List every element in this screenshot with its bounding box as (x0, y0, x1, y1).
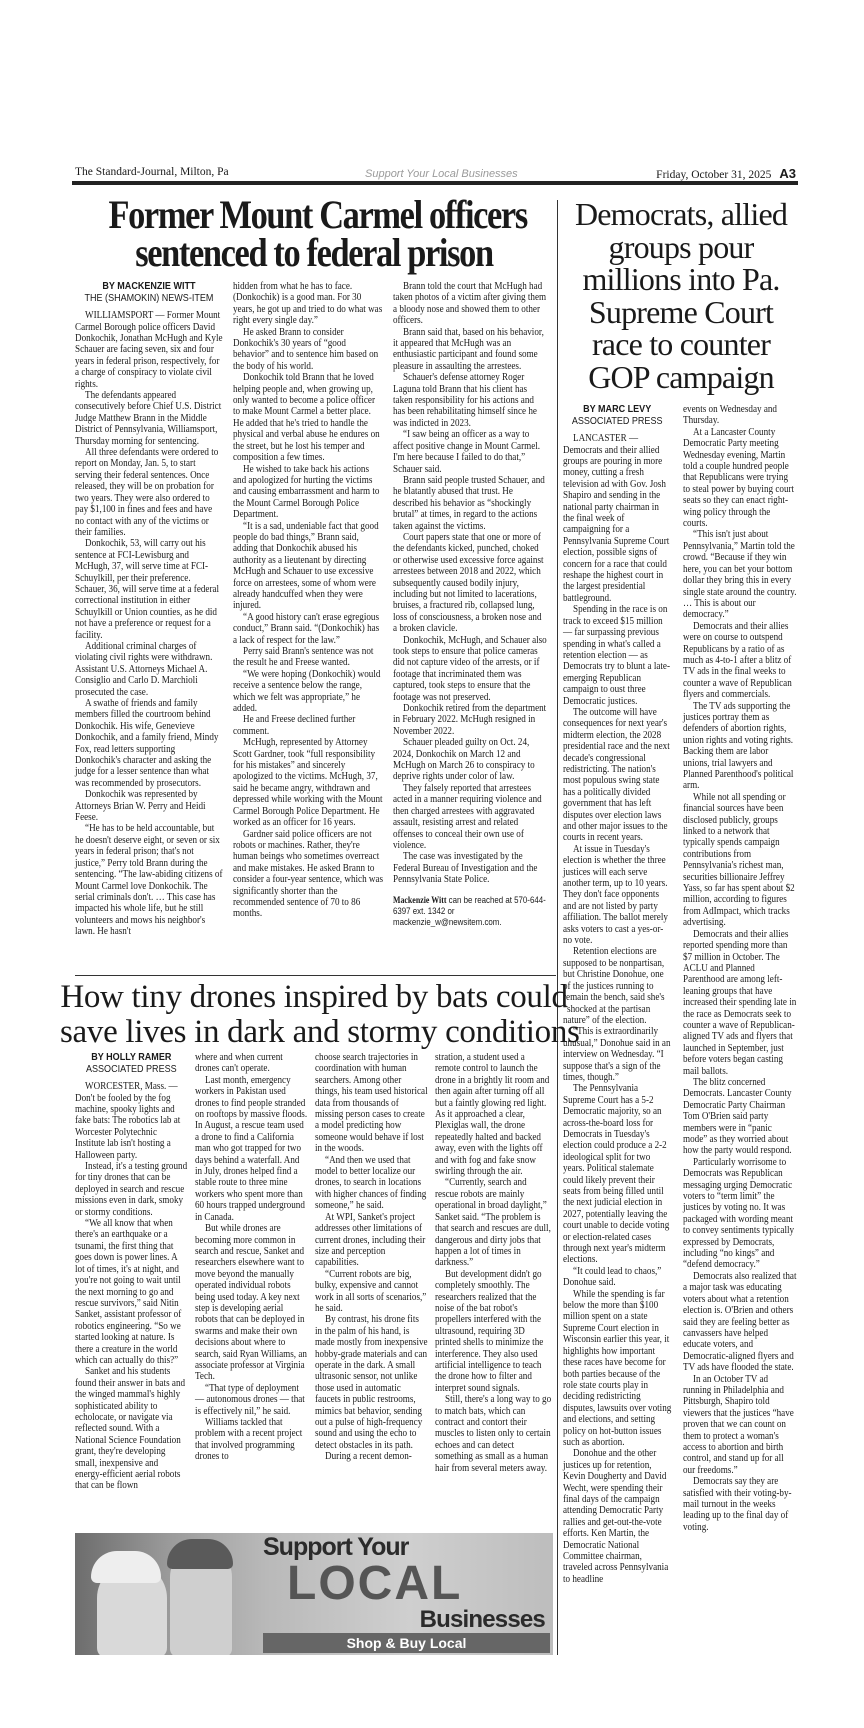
paragraph: But development didn't go completely smoothly. The researchers realized that the noise of the bat robot's propellers interfered with the ultrasound, requiring 3D printed shells to minimize the interference. They also used artificial intelligence to teach the drone how to filter and interpret sound signals. (435, 1268, 544, 1394)
column-text (75, 1081, 188, 1492)
column-text (233, 281, 384, 920)
paragraph: Brann told the court that McHugh had taken photos of a victim after giving them a bloody nose and showed them to other officers. (393, 281, 547, 327)
paragraph: Schauer's defense attorney Roger Laguna told Brann that his client has taken responsibility for his actions and has been rehabilitating himself since he was indicted in 2023. (393, 372, 537, 429)
paragraph: Last month, emergency workers in Pakistan used drones to find people stranded on rooftops by massive floods. In August, a rescue team used a drone to find a California man who got trapped for two days behind a waterfall. And in July, drones helped find a stable route to three mine workers who spent more than 60 hours trapped underground in Canada. (195, 1074, 308, 1223)
paragraph: “Currently, search and rescue robots are mainly operational in broad daylight,” Sanket said. “The problem is that search and rescues are dull, dangerous and dirty jobs that happen a lot of times in darkness.” (435, 1177, 551, 1269)
paragraph: Schauer pleaded guilty on Oct. 24, 2024, Donkochik on March 12 and McHugh on March 26 to conspiracy to deprive rights under color of law. (393, 737, 535, 783)
column-text (683, 404, 797, 1533)
column-rule (557, 200, 558, 1655)
paragraph: “It is a sad, undeniable fact that good people do bad things,” Brann said, adding that Donkochik abused his authority as a lieutenant by directing McHugh and Schauer to use excessive force on arrestees, some of whom were already handcuffed when they were injured. (233, 520, 379, 612)
paragraph: where and when current drones can't operate. (195, 1052, 283, 1075)
paragraph: “This isn't just about Pennsylvania,” Martin told the crowd. “Because if they win here, you can bet your bottom dollar they bring this in every single state around the country. … This is about our democracy.” (683, 529, 797, 621)
paragraph: WILLIAMSPORT — Former Mount Carmel Borough police officers David Donkochik, Jonathan McHugh and Kyle Schauer are facing seven, six and four years in federal prison, respectively, for a charge of conspiracy to violate civil rights. (75, 310, 223, 390)
officers-column-2 (233, 281, 384, 920)
author-contact (393, 895, 548, 928)
paragraph: stration, a student used a remote control to launch the drone in a brightly lit room and then again after turning off all but a faintly glowing red light. As it approached a clear, Plexiglas wall, the drone repeatedly halted and backed away, even with the lights off and with fog and fake snow swirling through the air. (435, 1052, 550, 1178)
paragraph: In an October TV ad running in Philadelphia and Pittsburgh, Shapiro told viewers that the justices “have proven that we can count on them to protect a woman's access to abortion and birth control, and stand up for all our freedoms.” (683, 1373, 794, 1476)
column-text (75, 310, 223, 937)
byline-author: BY MARC LEVY (583, 403, 652, 415)
headline-line: groups pour (608, 228, 754, 265)
paragraph: Williams tackled that problem with a recent project that involved programming drones to (195, 1417, 303, 1463)
headline-line: save lives in dark and stormy conditions (60, 1014, 580, 1050)
paragraph: Gardner said police officers are not robots or machines. Rather, they're human beings who sometimes overreact and make mistakes. He asked Brann to consider a four-year sentence, which was significantly shorter than the recommended sentence of 70 to 86 months. (233, 828, 384, 920)
column-text (563, 433, 671, 1585)
byline-author: BY HOLLY RAMER (91, 1051, 172, 1063)
headline-democrats (563, 198, 799, 394)
paragraph: choose search trajectories in coordination with human searchers. Among other things, his team used historical data from thousands of missing person cases to create a model predicting how someone would behave if lost in the woods. (315, 1052, 428, 1155)
paragraph: While not all spending or financial sources have been disclosed publicly, groups linked to a network that typically spends campaign contributions from Pennsylvania's richest man, securities billionaire Jeffrey Yass, so far has spent about $2 million, according to figures from AdImpact, which tracks advertising. (683, 791, 795, 929)
officers-column-1 (75, 281, 223, 938)
headline-line: How tiny drones inspired by bats could (60, 979, 568, 1015)
headline-line: millions into Pa. (582, 261, 780, 298)
paragraph: But while drones are becoming more common in search and rescue, Sanket and researchers elsewhere want to move beyond the manually operated individual robots being used today. A key next step is developing aerial robots that can be deployed in swarms and make their own decisions about where to search, said Ryan Williams, an associate professor at Virginia Tech. (195, 1223, 307, 1383)
paragraph: “That type of deployment — autonomous drones — that is effectively nil,” he said. (195, 1382, 305, 1417)
section-rule (75, 975, 556, 976)
paragraph: The TV ads supporting the justices portray them as defenders of abortion rights, union rights and voting rights. Backing them are labor unions, trial lawyers and Planned Parenthood's political arm. (683, 700, 794, 792)
paragraph: At issue in Tuesday's election is whether the three justices will each serve another term, up to 10 years. They don't face opponents and are not listed by party affiliation. The ballot merely asks voters to cast a yes-or-no vote. (563, 843, 668, 947)
byline (75, 1052, 188, 1075)
column-text (315, 1052, 428, 1463)
paragraph: He wished to take back his actions and apologized for hurting the victims and causing embarrassment and harm to the Mount Carmel Borough Police Department. (233, 463, 380, 521)
paragraph: “Current robots are big, bulky, expensive and cannot work in all sorts of scenarios,” he said. (315, 1268, 427, 1314)
paragraph: “We all know that when there's an earthquake or a tsunami, the first thing that goes down is power lines. A lot of times, it's at night, and you're not going to wait until the next morning to go and rescue survivors,” said Nitin Sanket, assistant professor of robotics engineering. “So we started looking at nature. Is there a creature in the world which can actually do this?” (75, 1218, 182, 1366)
paragraph: “I saw being an officer as a way to affect positive change in Mount Carmel. I'm here because I failed to do that,” Schauer said. (393, 429, 541, 475)
paragraph: Donkochik told Brann that he loved helping people and, when growing up, only wanted to become a police officer to make Mount Carmel a better place. He added that he's tried to handle the physical and verbal abuse he endures on the street, but he lost his temper and composition a few times. (233, 372, 380, 464)
drones-column-2 (195, 1052, 308, 1463)
headline-line: race to counter (591, 326, 771, 363)
ad-photo-hat (91, 1551, 161, 1583)
paragraph: Particularly worrisome to Democrats was Republican messaging urging Democratic voters to “term limit” the justices by voting no. It was packaged with wording meant to convey sentiments typically expressed by Democrats, including “no kings” and “defend democracy.” (683, 1156, 795, 1271)
paragraph: Democrats also realized that a major task was educating voters about what a retention election is. O'Brien and others said they are feeling better as canvassers have helped educate voters, and Democratic-aligned flyers and TV ads have flooded the state. (683, 1270, 797, 1374)
paragraph: “And then we used that model to better localize our drones, to search in locations with higher chances of finding someone,” he said. (315, 1154, 427, 1212)
paragraph: The blitz concerned Democrats. Lancaster County Democratic Party Chairman Tom O'Brien said party members were in “panic mode” as they worried about how the party would respond. (683, 1076, 792, 1157)
headline-line: GOP campaign (588, 358, 774, 395)
paragraph: McHugh, represented by Attorney Scott Gardner, took “full responsibility for his mistakes” and sincerely apologized to the victims. McHugh, 37, said he became angry, withdrawn and depressed while working with the Mount Carmel Borough Police Department. He worked as an officer for 16 years. (233, 737, 383, 829)
paragraph: The Pennsylvania Supreme Court has a 5-2 Democratic majority, so an across-the-board loss for Democrats in Tuesday's election could produce a 2-2 ideological split for two years. Political stalemate could likely prevent their seats from being filled until the next judicial election in 2027, potentially leaving the court unable to decide voting or election-related cases through next year's midterm elections. (563, 1083, 670, 1266)
byline-author: BY MACKENZIE WITT (102, 280, 196, 292)
paragraph: Spending in the race is on track to exceed $15 million — far surpassing previous spending in what's called a retention election — as Democrats try to blunt a late-emerging Republican campaign to oust three Democratic justices. (563, 604, 671, 707)
paragraph: “This is extraordinarily unusual,” Donohue said in an interview on Wednesday. “I suppose that's a sign of the times, though.” (563, 1026, 671, 1083)
paragraph: Sanket and his students found their answer in bats and the winged mammal's highly sophisticated ability to echolocate, or navigate via reflected sound. With a National Science Foundation grant, they're developing small, inexpensive and energy-efficient aerial robots that can be flown (75, 1366, 186, 1492)
header-rule (72, 181, 798, 185)
paragraph: “We were hoping (Donkochik) would receive a sentence below the range, which we felt was appropriate,” he added. (233, 668, 381, 715)
paragraph: Additional criminal charges of violating civil rights were withdrawn. Assistant U.S. Attorneys Michael A. Consiglio and Carlo D. Marchioli prosecuted the case. (75, 640, 213, 698)
byline-outlet: ASSOCIATED PRESS (571, 414, 663, 427)
ad-photo-hair (167, 1539, 233, 1569)
paragraph: At a Lancaster County Democratic Party meeting Wednesday evening, Martin told a couple hundred people that Republicans were trying to steal power by buying court seats so they can enact right-wing policy through the courts. (683, 426, 795, 530)
byline (563, 404, 671, 427)
ad-line-1: Support Your (263, 1533, 409, 1561)
paragraph: WORCESTER, Mass. — Don't be fooled by the fog machine, spooky lights and fake bats: The robotics lab at Worcester Polytechnic Institute lab isn't hosting a Halloween party. (75, 1081, 181, 1161)
drones-column-4 (435, 1052, 552, 1474)
byline-outlet: ASSOCIATED PRESS (85, 1062, 177, 1075)
header-date-group (656, 166, 796, 181)
newspaper-name: The Standard-Journal, Milton, Pa (75, 166, 229, 178)
ad-line-2: LOCAL (287, 1557, 463, 1610)
paragraph: Donkochik was represented by Attorneys Brian W. Perry and Heidi Feese. (75, 789, 206, 824)
ad-cta: Shop & Buy Local (263, 1633, 550, 1653)
paragraph: He and Freese declined further comment. (233, 714, 356, 737)
paragraph: LANCASTER — Democrats and their allied groups are pouring in more money, cutting a fresh television ad with Gov. Josh Shapiro and sending in the national party chairman in the final week of campaigning for a Pennsylvania Supreme Court election, possible signs of concern for a race that could reshape the highest court in the largest presidential battleground. (563, 433, 670, 604)
paragraph: Brann said people trusted Schauer, and he blatantly abused that trust. He described his behavior as “shockingly brutal” at times, in regard to the actions taken against the victims. (393, 474, 545, 532)
ad-line-3: Businesses (419, 1606, 545, 1633)
paragraph: He asked Brann to consider Donkochik's 30 years of “good behavior” and to sentence him based on the body of his world. (233, 326, 379, 372)
officers-column-3 (393, 281, 548, 928)
paragraph: “He has to be held accountable, but he doesn't deserve eight, or seven or six years in federal prison; that's not justice,” Perry told Brann during the sentencing. “The law-abiding citizens of Mount Carmel love Donkochik. The serial criminals don't. … This case has impacted his whole life, but he still volunteers and mows his neighbor's lawn. He hasn't (75, 823, 223, 938)
paragraph: A swathe of friends and family members filled the courtroom behind Donkochik. His wife, Genevieve Donkochik, and a family friend, Mindy Fox, read letters supporting Donkochik's character and asking the judge for a lesser sentence than what was recommended by prosecutors. (75, 698, 219, 789)
drones-column-1 (75, 1052, 188, 1492)
paragraph: By contrast, his drone fits in the palm of his hand, is made mostly from inexpensive hobby-grade materials and can operate in the dark. A small ultrasonic sensor, not unlike those used in automatic faucets in public restrooms, mimics bat behavior, sending out a pulse of high-frequency sound and using the echo to detect obstacles in its path. (315, 1314, 428, 1451)
support-local-ad[interactable] (75, 1533, 553, 1655)
paragraph: The outcome will have consequences for next year's midterm election, the 2028 presidential race and the next decade's congressional redistricting. The nation's most populous swing state has a politically divided government that has left disputes over election laws and other major issues to the courts in recent years. (563, 706, 670, 844)
paragraph: While the spending is far below the more than $100 million spent on a state Supreme Court election in Wisconsin earlier this year, it highlights how important these races have become for both parties because of the role state courts play in deciding redistricting disputes, lawsuits over voting and elections, and setting policy on hot-button issues such as abortion. (563, 1288, 672, 1448)
democrats-column-1 (563, 404, 671, 1585)
paragraph: At WPI, Sanket's project addresses other limitations of current drones, including their size and perception capabilities. (315, 1211, 426, 1269)
headline-line: Democrats, allied (574, 196, 788, 232)
paragraph: “A good history can't erase egregious conduct,” Brann said. “(Donkochik) has a lack of respect for the law.” (233, 611, 380, 646)
paragraph: “It could lead to chaos,” Donohue said. (563, 1265, 662, 1289)
header-slogan: Support Your Local Businesses (365, 168, 518, 180)
paragraph: Perry said Brann's sentence was not the result he and Freese wanted. (233, 646, 374, 669)
byline (75, 281, 223, 304)
paragraph: Brann said that, based on his behavior, it appeared that McHugh was an enthusiastic participant and found some pleasure in assaulting the arrestees. (393, 326, 544, 372)
paragraph: Democrats and their allies reported spending more than $7 million in October. The ACLU and Planned Parenthood are among left-leaning groups that have increased their spending late in the race as Democrats seek to counter a wave of Republican-aligned TV ads and flyers that launched in September, just before voters began casting mail ballots. (683, 928, 797, 1077)
author-contact-text: can be reached at 570-644-6397 ext. 1342 or mackenzie_w@newsitem.com. (393, 894, 546, 927)
column-text (435, 1052, 552, 1474)
paragraph: Donkochik, McHugh, and Schauer also took steps to ensure that police cameras did not capture video of the arrests, or if footage that incriminated them was captured, took steps to ensure that the footage was not preserved. (393, 634, 547, 703)
paragraph: Still, there's a long way to go to match bats, which can contract and contort their muscles to listen only to certain echoes and can detect something as small as a human hair from several meters away. (435, 1394, 552, 1474)
headline-line: Former Mount Carmel officers (108, 192, 527, 237)
column-text (393, 281, 548, 886)
paragraph: Donkochik retired from the department in February 2022. McHugh resigned in November 2022. (393, 703, 547, 737)
page-number: A3 (779, 166, 796, 181)
byline-outlet: THE (SHAMOKIN) NEWS-ITEM (84, 291, 214, 304)
headline-officers (108, 192, 527, 275)
headline-drones (60, 979, 580, 1050)
headline-line: sentenced to federal prison (135, 230, 493, 275)
paragraph: All three defendants were ordered to report on Monday, Jan. 5, to start serving their federal sentences. Once released, they will be on probation for two years. They were also ordered to pay $1,100 in fines and fees and have no contact with any of the victims or their families. (75, 447, 219, 538)
drones-column-3 (315, 1052, 428, 1463)
paragraph: Court papers state that one or more of the defendants kicked, punched, choked or otherwise used excessive force against arrestees between 2018 and 2022, which subsequently caused bodily injury, including but not limited to lacerations, bruises, a fractured rib, collapsed lung, loss of consciousness, a broken nose and a broken clavicle. (393, 531, 544, 635)
paragraph: Democrats say they are satisfied with their voting-by-mail turnout in the weeks leading up to the final day of voting. (683, 1476, 792, 1533)
democrats-column-2 (683, 404, 797, 1533)
headline-line: Supreme Court (588, 293, 774, 330)
paragraph: Donohue and the other justices up for retention, Kevin Dougherty and David Wecht, were spending their final days of the campaign attending Democratic Party rallies and get-out-the-vote efforts. Ken Martin, the Democratic National Committee chairman, traveled across Pennsylvania to headline (563, 1448, 669, 1585)
paragraph: During a recent demon- (325, 1451, 412, 1463)
paragraph: They falsely reported that arrestees acted in a manner requiring violence and then charged arrestees with aggravated assault, resisting arrest and related offenses to conceal their own use of violence. (393, 782, 542, 851)
issue-date: Friday, October 31, 2025 (656, 169, 772, 181)
paragraph: Democrats and their allies were on course to outspend Republicans by a ratio of as much as 4-to-1 after a blitz of TV ads in the final weeks to counter a wave of Republican flyers and commercials. (683, 620, 792, 701)
column-text (195, 1052, 308, 1463)
paragraph: events on Wednesday and Thursday. (683, 404, 777, 427)
paragraph: The defendants appeared consecutively before Chief U.S. District Judge Matthew Brann in the Middle District of Pennsylvania, Williamsport, Thursday morning for sentencing. (75, 390, 222, 447)
paragraph: The case was investigated by the Federal Bureau of Investigation and the Pennsylvania State Police. (393, 851, 538, 886)
paragraph: Instead, it's a testing ground for tiny drones that can be deployed in search and rescue missions even in dark, smoky or stormy conditions. (75, 1161, 188, 1218)
paragraph: Retention elections are supposed to be nonpartisan, but Christine Donohue, one of the justices running to remain the bench, said she's “shocked at the partisan nature” of the election. (563, 946, 665, 1026)
author-name: Mackenzie Witt (393, 894, 447, 905)
paragraph: hidden from what he has to face. (Donkochik) is a good man. For 30 years, he got up and tried to do what was right every single day.” (233, 281, 383, 327)
paragraph: Donkochik, 53, will carry out his sentence at FCI-Lewisburg and McHugh, 37, will serve time at FCI-Schuylkill, per their preference. Schauer, 36, will serve time at a federal correctional institution in either Schuylkill or Union counties, as he did not have a preference or request for a facility. (75, 538, 220, 641)
